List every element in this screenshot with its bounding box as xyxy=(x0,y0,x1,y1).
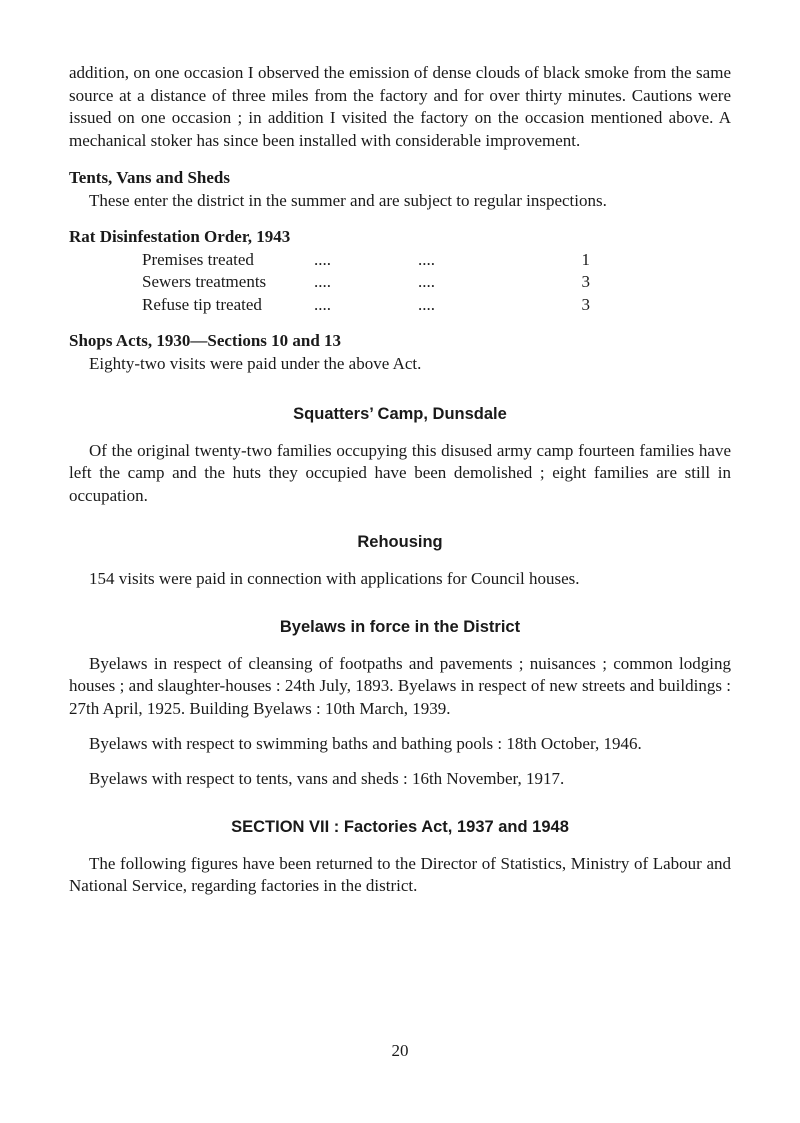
rat-row-premises xyxy=(142,249,590,272)
rat-leader-2: .... xyxy=(418,294,435,314)
rehousing-section xyxy=(69,531,731,590)
section7 xyxy=(69,816,731,898)
shops-text: Eighty-two visits were paid under the above Act. xyxy=(89,353,422,373)
section7-text: The following figures have been returned to the Director of Statistics, Ministry of Labour and National Service, regarding factories in the district. xyxy=(69,853,731,895)
rat-table xyxy=(69,249,731,317)
rat-heading: Rat Disinfestation Order, 1943 xyxy=(69,227,291,246)
rat-leader-1: .... xyxy=(314,249,331,269)
byelaws-heading: Byelaws in force in the District xyxy=(279,618,521,636)
rat-value: 3 xyxy=(581,272,590,291)
rat-label: Refuse tip treated xyxy=(142,294,262,314)
shops-heading: Shops Acts, 1930—Sections 10 and 13 xyxy=(69,331,342,350)
rat-leader-1: .... xyxy=(314,294,331,314)
rat-section xyxy=(69,226,731,316)
rat-value: 1 xyxy=(581,249,590,269)
rat-label: Sewers treatments xyxy=(142,272,267,291)
rat-label: Premises treated xyxy=(142,249,254,269)
page-number: 20 xyxy=(391,1041,409,1060)
rat-leader-2: .... xyxy=(418,272,435,291)
rat-leader-1: .... xyxy=(314,272,331,291)
rehousing-text: 154 visits were paid in connection with applications for Council houses. xyxy=(89,568,580,588)
shops-section xyxy=(69,330,731,375)
rat-row-sewers xyxy=(142,271,590,294)
rehousing-heading: Rehousing xyxy=(357,533,443,551)
section7-heading: SECTION VII : Factories Act, 1937 and 1948 xyxy=(231,818,569,836)
byelaws-para-1: Byelaws in respect of cleansing of footpaths and pavements ; nuisances ; common lodging houses ; and slaughter-houses : 24th July, 1893. Byelaws in respect of new streets and buildings : 27th April, 1925. Building Byelaws : 10th March, 1939. xyxy=(69,653,731,718)
byelaws-section xyxy=(69,616,731,790)
byelaws-para-3: Byelaws with respect to tents, vans and sheds : 16th November, 1917. xyxy=(89,768,565,788)
squatters-text: Of the original twenty-two families occupying this disused army camp fourteen families have left the camp and the huts they occupied have been demolished ; eight families are still in occupation. xyxy=(69,440,731,505)
rat-value: 3 xyxy=(581,294,590,314)
rat-row-refuse xyxy=(142,294,590,317)
tents-heading: Tents, Vans and Sheds xyxy=(69,168,230,187)
intro-paragraph: addition, on one occasion I observed the emission of dense clouds of black smoke from the same source at a distance of three miles from the factory and for over thirty minutes. Cautions were issued on one occasion ; in addition I visited the factory on the occasion mentioned above. A mechanical stoker has since been installed with considerable improvement. xyxy=(69,63,731,150)
byelaws-para-2: Byelaws with respect to swimming baths and bathing pools : 18th October, 1946. xyxy=(89,734,642,753)
rat-leader-2: .... xyxy=(418,249,435,269)
tents-text: These enter the district in the summer and are subject to regular inspections. xyxy=(89,190,607,210)
squatters-section xyxy=(69,403,731,507)
tents-section xyxy=(69,167,731,212)
squatters-heading: Squatters’ Camp, Dunsdale xyxy=(293,405,507,423)
page-body xyxy=(69,62,731,898)
